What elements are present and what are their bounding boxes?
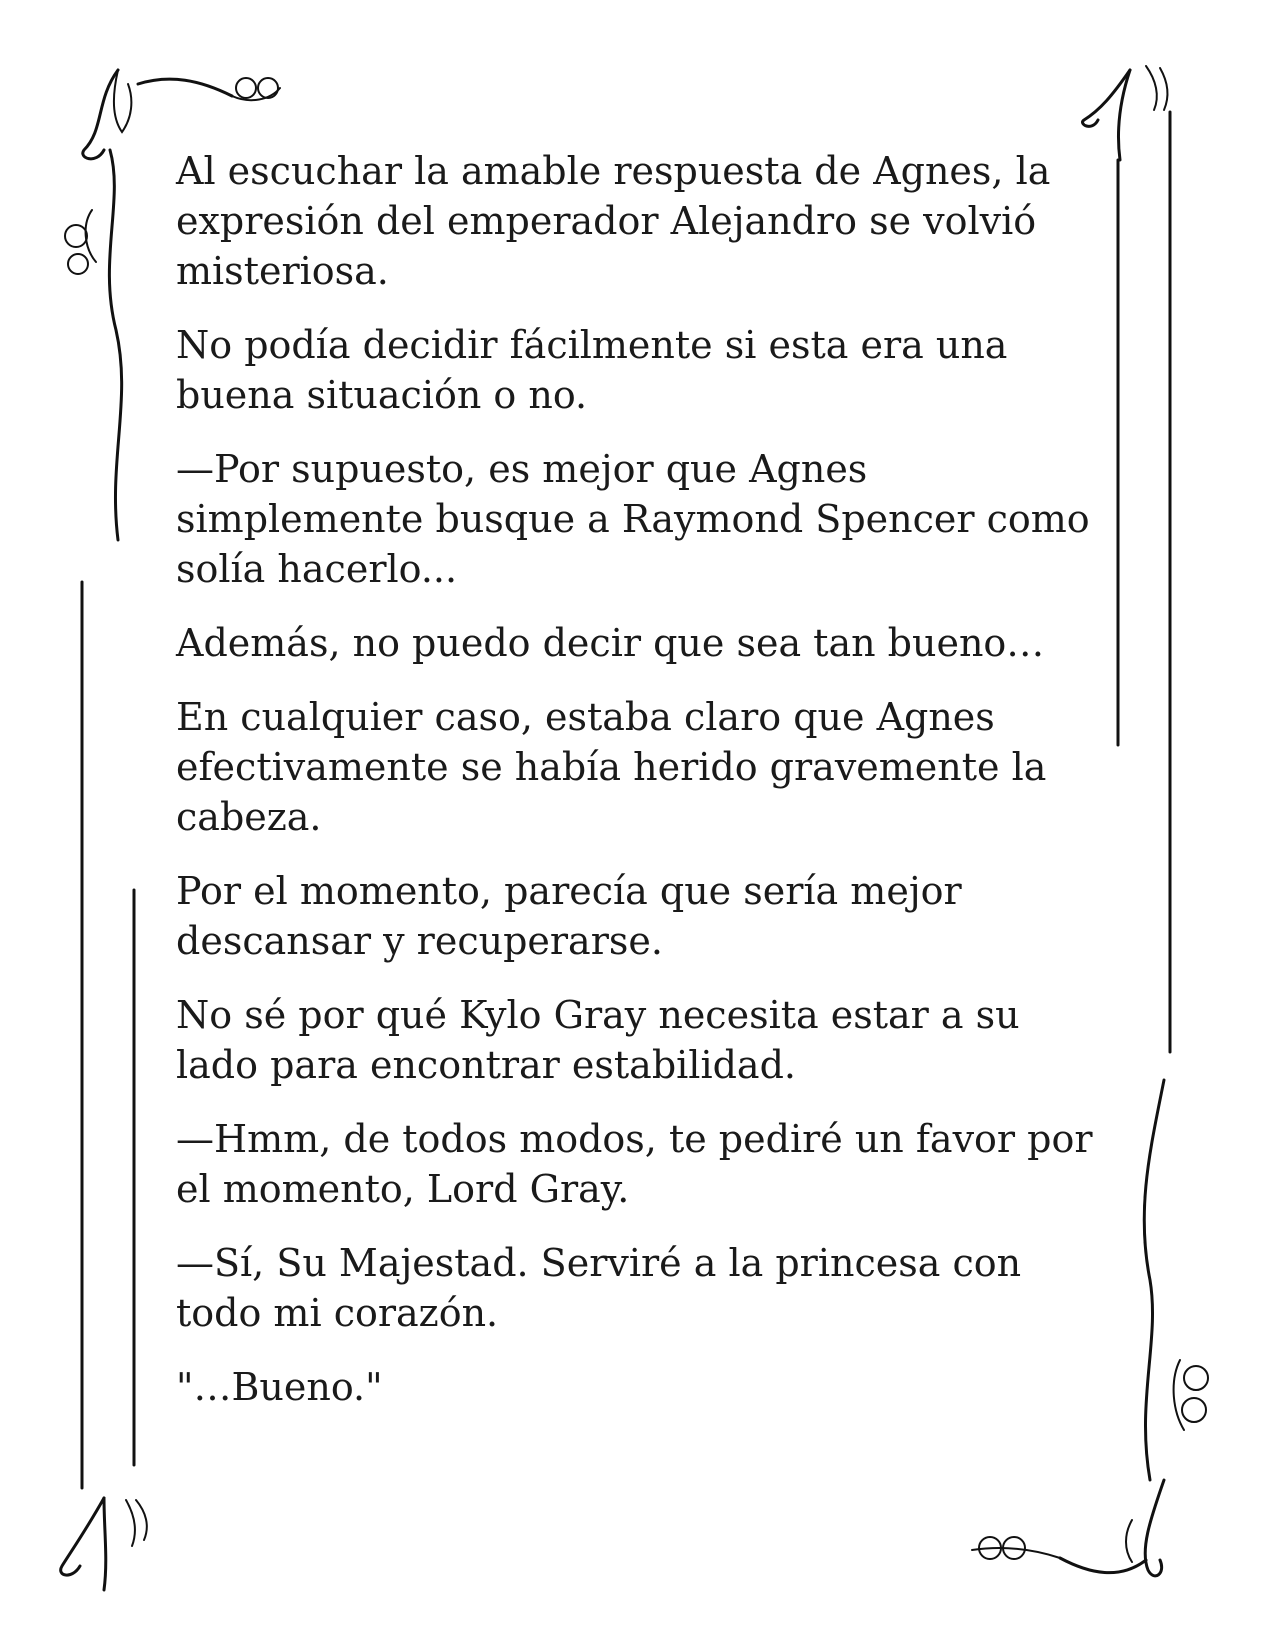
paragraph [176,1114,1096,1214]
text-line: Al escuchar la amable respuesta de Agnes, la [176,149,1051,193]
paragraph [176,990,1096,1090]
text-line: efectivamente se había herido gravemente la [176,745,1047,789]
paragraph [176,692,1096,842]
text-line: En cualquier caso, estaba claro que Agnes [176,695,995,739]
text-line: "…Bueno." [176,1365,383,1409]
text-line: solía hacerlo... [176,547,458,591]
paragraph [176,146,1096,296]
text-line: todo mi corazón. [176,1291,499,1335]
text-line: —Sí, Su Majestad. Serviré a la princesa con [176,1241,1022,1285]
text-line: misteriosa. [176,249,389,293]
text-line: No sé por qué Kylo Gray necesita estar a su [176,993,1020,1037]
paragraph [176,1238,1096,1338]
paragraph [176,320,1096,420]
flourish-bottom-left-icon [61,1498,147,1590]
paragraph [176,1362,1096,1412]
story-text [176,146,1096,1436]
text-line: Además, no puedo decir que sea tan bueno… [176,621,1045,665]
paragraph [176,866,1096,966]
text-line: el momento, Lord Gray. [176,1167,630,1211]
text-line: No podía decidir fácilmente si esta era una [176,323,1008,367]
text-line: descansar y recuperarse. [176,919,663,963]
text-line: buena situación o no. [176,373,588,417]
text-line: Por el momento, parecía que sería mejor [176,869,962,913]
text-line: lado para encontrar estabilidad. [176,1043,796,1087]
text-line: —Por supuesto, es mejor que Agnes [176,447,868,491]
text-line: cabeza. [176,795,322,839]
text-line: expresión del emperador Alejandro se volvió [176,199,1037,243]
text-line: —Hmm, de todos modos, te pediré un favor por [176,1117,1093,1161]
paragraph [176,444,1096,594]
text-line: simplemente busque a Raymond Spencer como [176,497,1090,541]
paragraph [176,618,1096,668]
